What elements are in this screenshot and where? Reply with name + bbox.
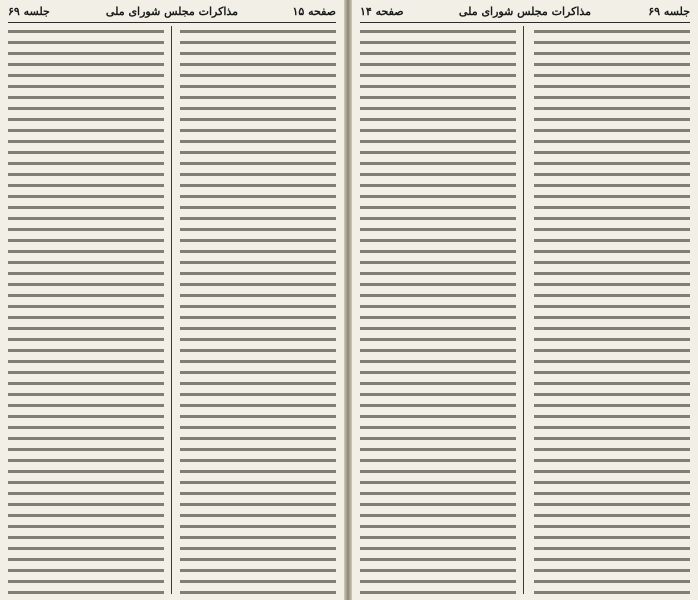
left-session-label: جلسه ۶۹ — [8, 5, 50, 18]
right-page-number: صفحه ۱۴ — [360, 5, 404, 18]
right-column-divider — [523, 26, 524, 594]
left-page-number: صفحه ۱۵ — [292, 5, 336, 18]
book-gutter — [344, 0, 352, 600]
right-page — [352, 0, 698, 600]
left-page — [0, 0, 344, 600]
right-page-column-left — [360, 26, 516, 594]
left-page-column-left — [8, 26, 164, 594]
right-running-title: مذاکرات مجلس شورای ملی — [458, 5, 592, 18]
right-header-rule — [360, 22, 690, 23]
right-page-column-right — [534, 26, 690, 594]
left-column-divider — [171, 26, 172, 594]
left-header-rule — [8, 22, 336, 23]
left-page-column-right — [180, 26, 336, 594]
left-page-header — [8, 4, 336, 20]
right-session-label: جلسه ۶۹ — [648, 5, 690, 18]
left-running-title: مذاکرات مجلس شورای ملی — [105, 5, 239, 18]
right-page-header — [360, 4, 690, 20]
